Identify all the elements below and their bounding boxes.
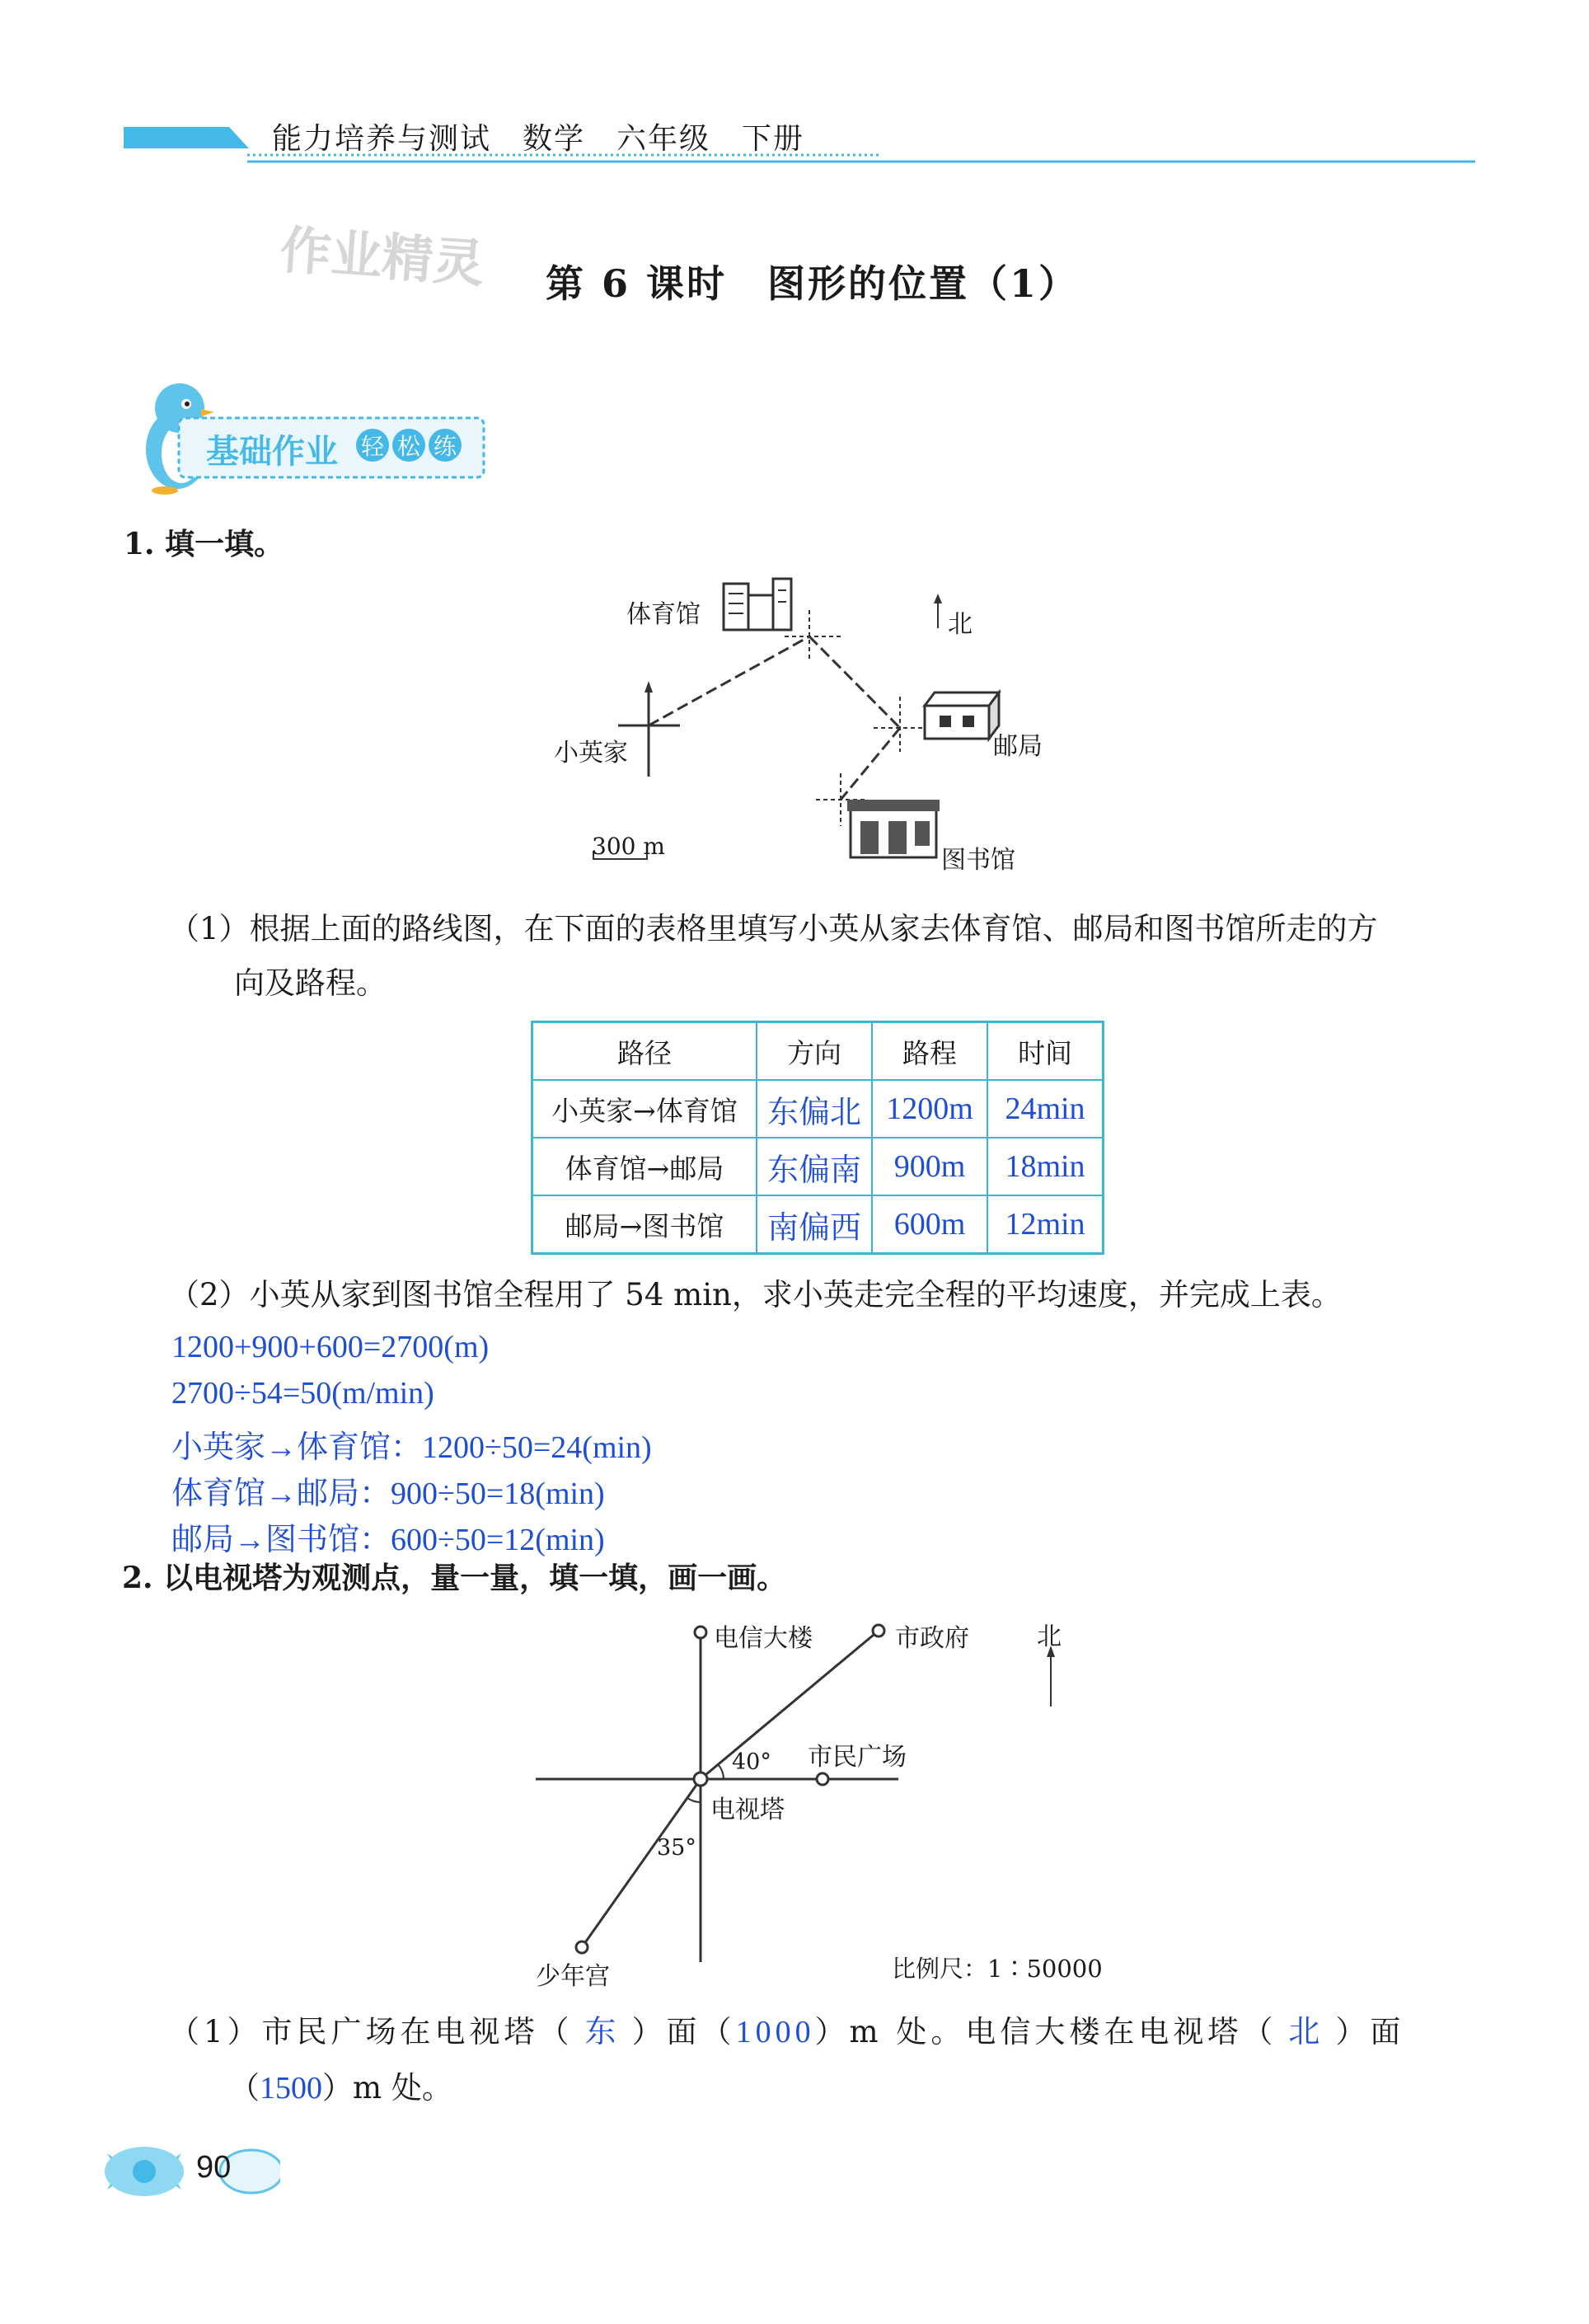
badge-char: 轻 — [356, 429, 389, 462]
q1-sub1-cont: 向及路程。 — [234, 965, 387, 1001]
q2-text: （1）市民广场在电视塔（ — [169, 2014, 574, 2049]
map-label-telecom: 电信大楼 — [714, 1624, 813, 1653]
table-header-row — [532, 1022, 1104, 1081]
book-title: 能力培养与测试 数学 六年级 下册 — [272, 122, 805, 156]
badge-char: 练 — [429, 429, 462, 462]
table-header: 路程 — [872, 1022, 987, 1081]
map-label-post: 邮局 — [993, 732, 1043, 761]
table-cell-route: 体育馆→邮局 — [532, 1138, 757, 1195]
table-header: 路径 — [532, 1022, 757, 1081]
table-cell-distance: 1200m — [872, 1080, 987, 1138]
q2-text: ）面（ — [631, 2014, 736, 2049]
route-table — [531, 1021, 1104, 1255]
lesson-title: 第 6 课时 图形的位置（1） — [546, 261, 1080, 306]
table-cell-time: 18min — [987, 1138, 1104, 1195]
work-line: 体育馆→邮局：900÷50=18(min) — [171, 1477, 605, 1511]
map-scale: 300 m — [592, 833, 665, 860]
q2-text: （ — [229, 2070, 260, 2106]
table-header: 时间 — [987, 1022, 1104, 1081]
map-label-library: 图书馆 — [941, 846, 1015, 875]
map-label-home: 小英家 — [554, 739, 628, 768]
library-icon — [847, 800, 940, 857]
table-row — [532, 1080, 1104, 1138]
table-cell-direction: 东偏南 — [757, 1138, 872, 1195]
map-label-north: 北 — [948, 610, 973, 639]
table-cell-distance: 900m — [872, 1138, 987, 1195]
q2-text: ）m 处。 — [322, 2070, 452, 2106]
table-cell-time: 12min — [987, 1195, 1104, 1254]
map-label-youth: 少年宫 — [536, 1962, 610, 1991]
q2-sub1-line1 — [169, 2005, 1404, 2059]
work-line: 2700÷54=50(m/min) — [171, 1376, 434, 1411]
section-badge-main: 基础作业 — [206, 433, 338, 471]
map-label-north: 北 — [1037, 1622, 1062, 1651]
table-row — [532, 1138, 1104, 1195]
q1-label: 1. 填一填。 — [124, 527, 284, 561]
table-cell-distance: 600m — [872, 1195, 987, 1254]
q2-text: ）面 — [1335, 2014, 1405, 2049]
answer-distance: 1000 — [735, 2015, 815, 2049]
map-label-govt: 市政府 — [895, 1624, 969, 1653]
map-label-stadium: 体育馆 — [626, 600, 701, 629]
stadium-icon — [724, 579, 791, 630]
table-header: 方向 — [757, 1022, 872, 1081]
angle-label: 40° — [732, 1749, 771, 1775]
answer-direction: 东 — [584, 2015, 621, 2049]
work-line: 小英家→体育馆：1200÷50=24(min) — [171, 1430, 652, 1465]
work-line: 1200+900+600=2700(m) — [171, 1330, 490, 1364]
map-scale: 比例尺：1∶50000 — [892, 1955, 1103, 1983]
table-cell-time: 24min — [987, 1080, 1104, 1138]
table-cell-direction: 东偏北 — [757, 1080, 872, 1138]
q1-sub2: （2）小英从家到图书馆全程用了 54 min，求小英走完全程的平均速度，并完成上表。 — [169, 1277, 1342, 1312]
angle-label: 35° — [657, 1835, 696, 1861]
q1-sub1: （1）根据上面的路线图，在下面的表格里填写小英从家去体育馆、邮局和图书馆所走的方 — [169, 911, 1378, 946]
table-cell-direction: 南偏西 — [757, 1195, 872, 1254]
q2-label: 2. 以电视塔为观测点，量一量，填一填，画一画。 — [122, 1561, 787, 1595]
answer-distance: 1500 — [260, 2071, 322, 2106]
table-row — [532, 1195, 1104, 1254]
badge-char: 松 — [392, 429, 425, 462]
answer-direction: 北 — [1288, 2015, 1324, 2049]
watermark: 作业精灵 — [278, 219, 486, 294]
page-number: 90 — [196, 2150, 232, 2185]
bow-icon — [99, 2139, 280, 2204]
tower-map — [527, 1599, 1104, 1979]
map-label-tower: 电视塔 — [710, 1796, 785, 1824]
work-line: 邮局→图书馆：600÷50=12(min) — [171, 1523, 605, 1557]
table-cell-route: 小英家→体育馆 — [532, 1080, 757, 1138]
post-office-icon — [925, 693, 999, 739]
section-badge-chars — [356, 429, 462, 462]
q2-text: ）m 处。电信大楼在电视塔（ — [814, 2014, 1277, 2049]
table-cell-route: 邮局→图书馆 — [532, 1195, 757, 1254]
q2-sub1-line2 — [229, 2061, 452, 2115]
map-label-square: 市民广场 — [808, 1743, 907, 1772]
